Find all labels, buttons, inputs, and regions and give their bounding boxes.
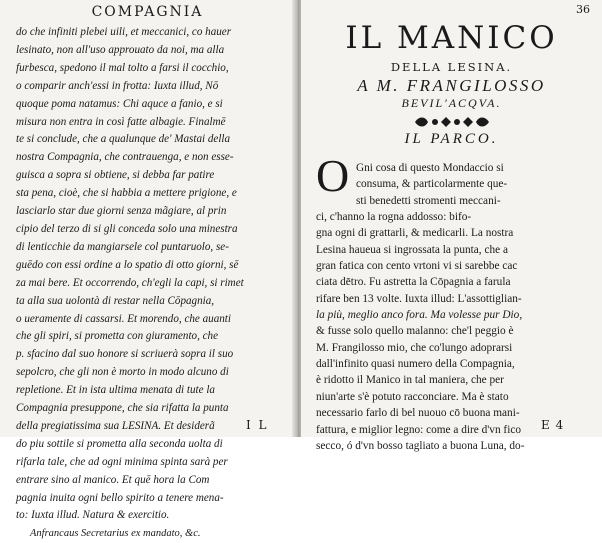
text-line: do che infiniti plebei uili, et meccanici, co hauer bbox=[16, 26, 232, 38]
text-line: rifarla tale, che ad ogni minima spinta sarà per bbox=[16, 455, 228, 468]
text-line: entrare sino al manico. Et quē hora la Com bbox=[16, 473, 210, 486]
left-page bbox=[0, 0, 295, 540]
text-line: necessario farlo di bel nuouo cō buona mani- bbox=[316, 407, 520, 420]
text-line: sepolcro, che gli non è morto in modo alcuno di bbox=[16, 366, 229, 379]
page-title: IL MANICO bbox=[345, 20, 558, 56]
text-line: ci, c'hanno la rogna addosso: bifo- bbox=[316, 211, 472, 224]
dedication: A M. FRANGILOSSO bbox=[357, 76, 546, 95]
text-line: la più, meglio anco fora. Ma volesse pur Dio, bbox=[316, 309, 523, 322]
catchword: I L bbox=[246, 418, 269, 432]
text-line: to: Iuxta illud. Natura & exercitio. bbox=[16, 509, 170, 522]
text-line: & fusse solo quello malanno: che'l peggio è bbox=[316, 325, 514, 338]
text-line: p. sfacino dal suo honore si scriuerà sopra il suo bbox=[16, 348, 234, 361]
page-number: 36 bbox=[576, 3, 590, 16]
text-line: della pregiatissima sua LESINA. Et desiderã bbox=[16, 419, 215, 432]
text-line: gna ogni di grattarli, & medicarli. La nostra bbox=[316, 227, 514, 240]
text-line: gran fatica con cento vrtoni vi si sarebbe cac bbox=[316, 260, 518, 273]
left-page-text bbox=[16, 24, 286, 543]
text-line: repletione. Et in ista ultima menata di tute la bbox=[16, 384, 215, 397]
text-line: che gli spiri, si prometta con giuramento, che bbox=[16, 330, 219, 343]
text-line: rifare ben 13 volte. Iuxta illud: L'assottiglian- bbox=[316, 292, 522, 305]
right-page bbox=[301, 0, 602, 452]
text-line: fattura, e miglior legno: come a dire d'vn fico bbox=[316, 423, 521, 436]
text-line: è ridotto il Manico in tal maniera, che per bbox=[316, 374, 504, 387]
text-line: Anfrancaus Secretarius ex mandato, &c. bbox=[30, 528, 201, 540]
text-line: ciata dētro. Fu astretta la Cōpagnia a farula bbox=[316, 276, 511, 289]
drop-cap: O bbox=[316, 150, 350, 201]
dedication-name: BEVIL'ACQVA. bbox=[401, 96, 502, 110]
text-line: za mai bere. Et occorrendo, ch'egli la capi, si rimet bbox=[16, 276, 244, 289]
running-head: COMPAGNIA bbox=[91, 4, 204, 20]
text-line: o ueramente di cassarsi. Et morendo, che auanti bbox=[16, 312, 231, 325]
fleuron-ornament-icon bbox=[413, 115, 491, 129]
text-line: o comparir anch'essi in frotta: Iuxta illud, Nō bbox=[16, 79, 219, 92]
text-line: lasciarlo star due giorni senza mãgiare, al prin bbox=[16, 205, 227, 218]
text-line: quoque poma natamus: Chi aquce a fanio, e si bbox=[16, 97, 223, 110]
text-line: sti benedetti stromenti meccani- bbox=[356, 194, 501, 207]
right-page-text bbox=[316, 160, 596, 454]
text-line: misura non entra in così fatte albagie. Finalmē bbox=[16, 115, 226, 128]
text-line: ta alla sua uolontà di restar nella Cōpagnia, bbox=[16, 294, 215, 307]
text-line: Compagnia presuppone, che sia rifatta la punta bbox=[16, 402, 229, 415]
text-line: guēdo con essi ordine a lo spatio di otto giorni, sē bbox=[16, 258, 239, 271]
page-subtitle: DELLA LESINA. bbox=[390, 60, 513, 74]
text-line: di lenticchie da mangiarsele col puntaruolo, se- bbox=[16, 240, 229, 253]
text-line: niun'arte s'è potuto racconciare. Ma è stato bbox=[316, 390, 509, 403]
text-line: cipio del terzo di si gli conceda solo una minestra bbox=[16, 222, 238, 235]
text-line: nostra Compagnia, che contrauenga, e non esse- bbox=[16, 151, 234, 164]
text-line: lesinato, non all'uso approuato da noi, ma alla bbox=[16, 43, 225, 56]
text-line: consuma, & particolarmente que- bbox=[356, 178, 508, 191]
text-line: te si conclude, che a qualunque de' Mastai della bbox=[16, 133, 231, 146]
text-line: do piu sottile si prometta alla seconda uolta di bbox=[16, 437, 223, 450]
section-title: IL PARCO. bbox=[404, 131, 499, 147]
text-line: furbesca, spedono il mal tolto a farsi il cocchio, bbox=[16, 61, 229, 74]
text-line: pagnia inuita ogni bello spirito a tenere mena- bbox=[16, 491, 224, 504]
text-line: Lesina haueua si ingrossata la punta, che a bbox=[316, 243, 508, 256]
text-line: sta pena, cioè, che si habbia a mettere prigione, e bbox=[16, 187, 237, 200]
text-line: dall'infinito quasi numero della Compagnia, bbox=[316, 358, 515, 371]
text-line: guisca a sopra si obtiene, si debba far patire bbox=[16, 169, 215, 182]
text-line: Gni cosa di questo Mondaccio si bbox=[356, 162, 504, 174]
text-line: M. Frangilosso mio, che co'lungo adoprarsi bbox=[316, 341, 513, 354]
text-line: secco, ó d'vn bosso tagliato a buona Luna, do- bbox=[316, 439, 525, 452]
signature-mark: E 4 bbox=[541, 418, 565, 432]
